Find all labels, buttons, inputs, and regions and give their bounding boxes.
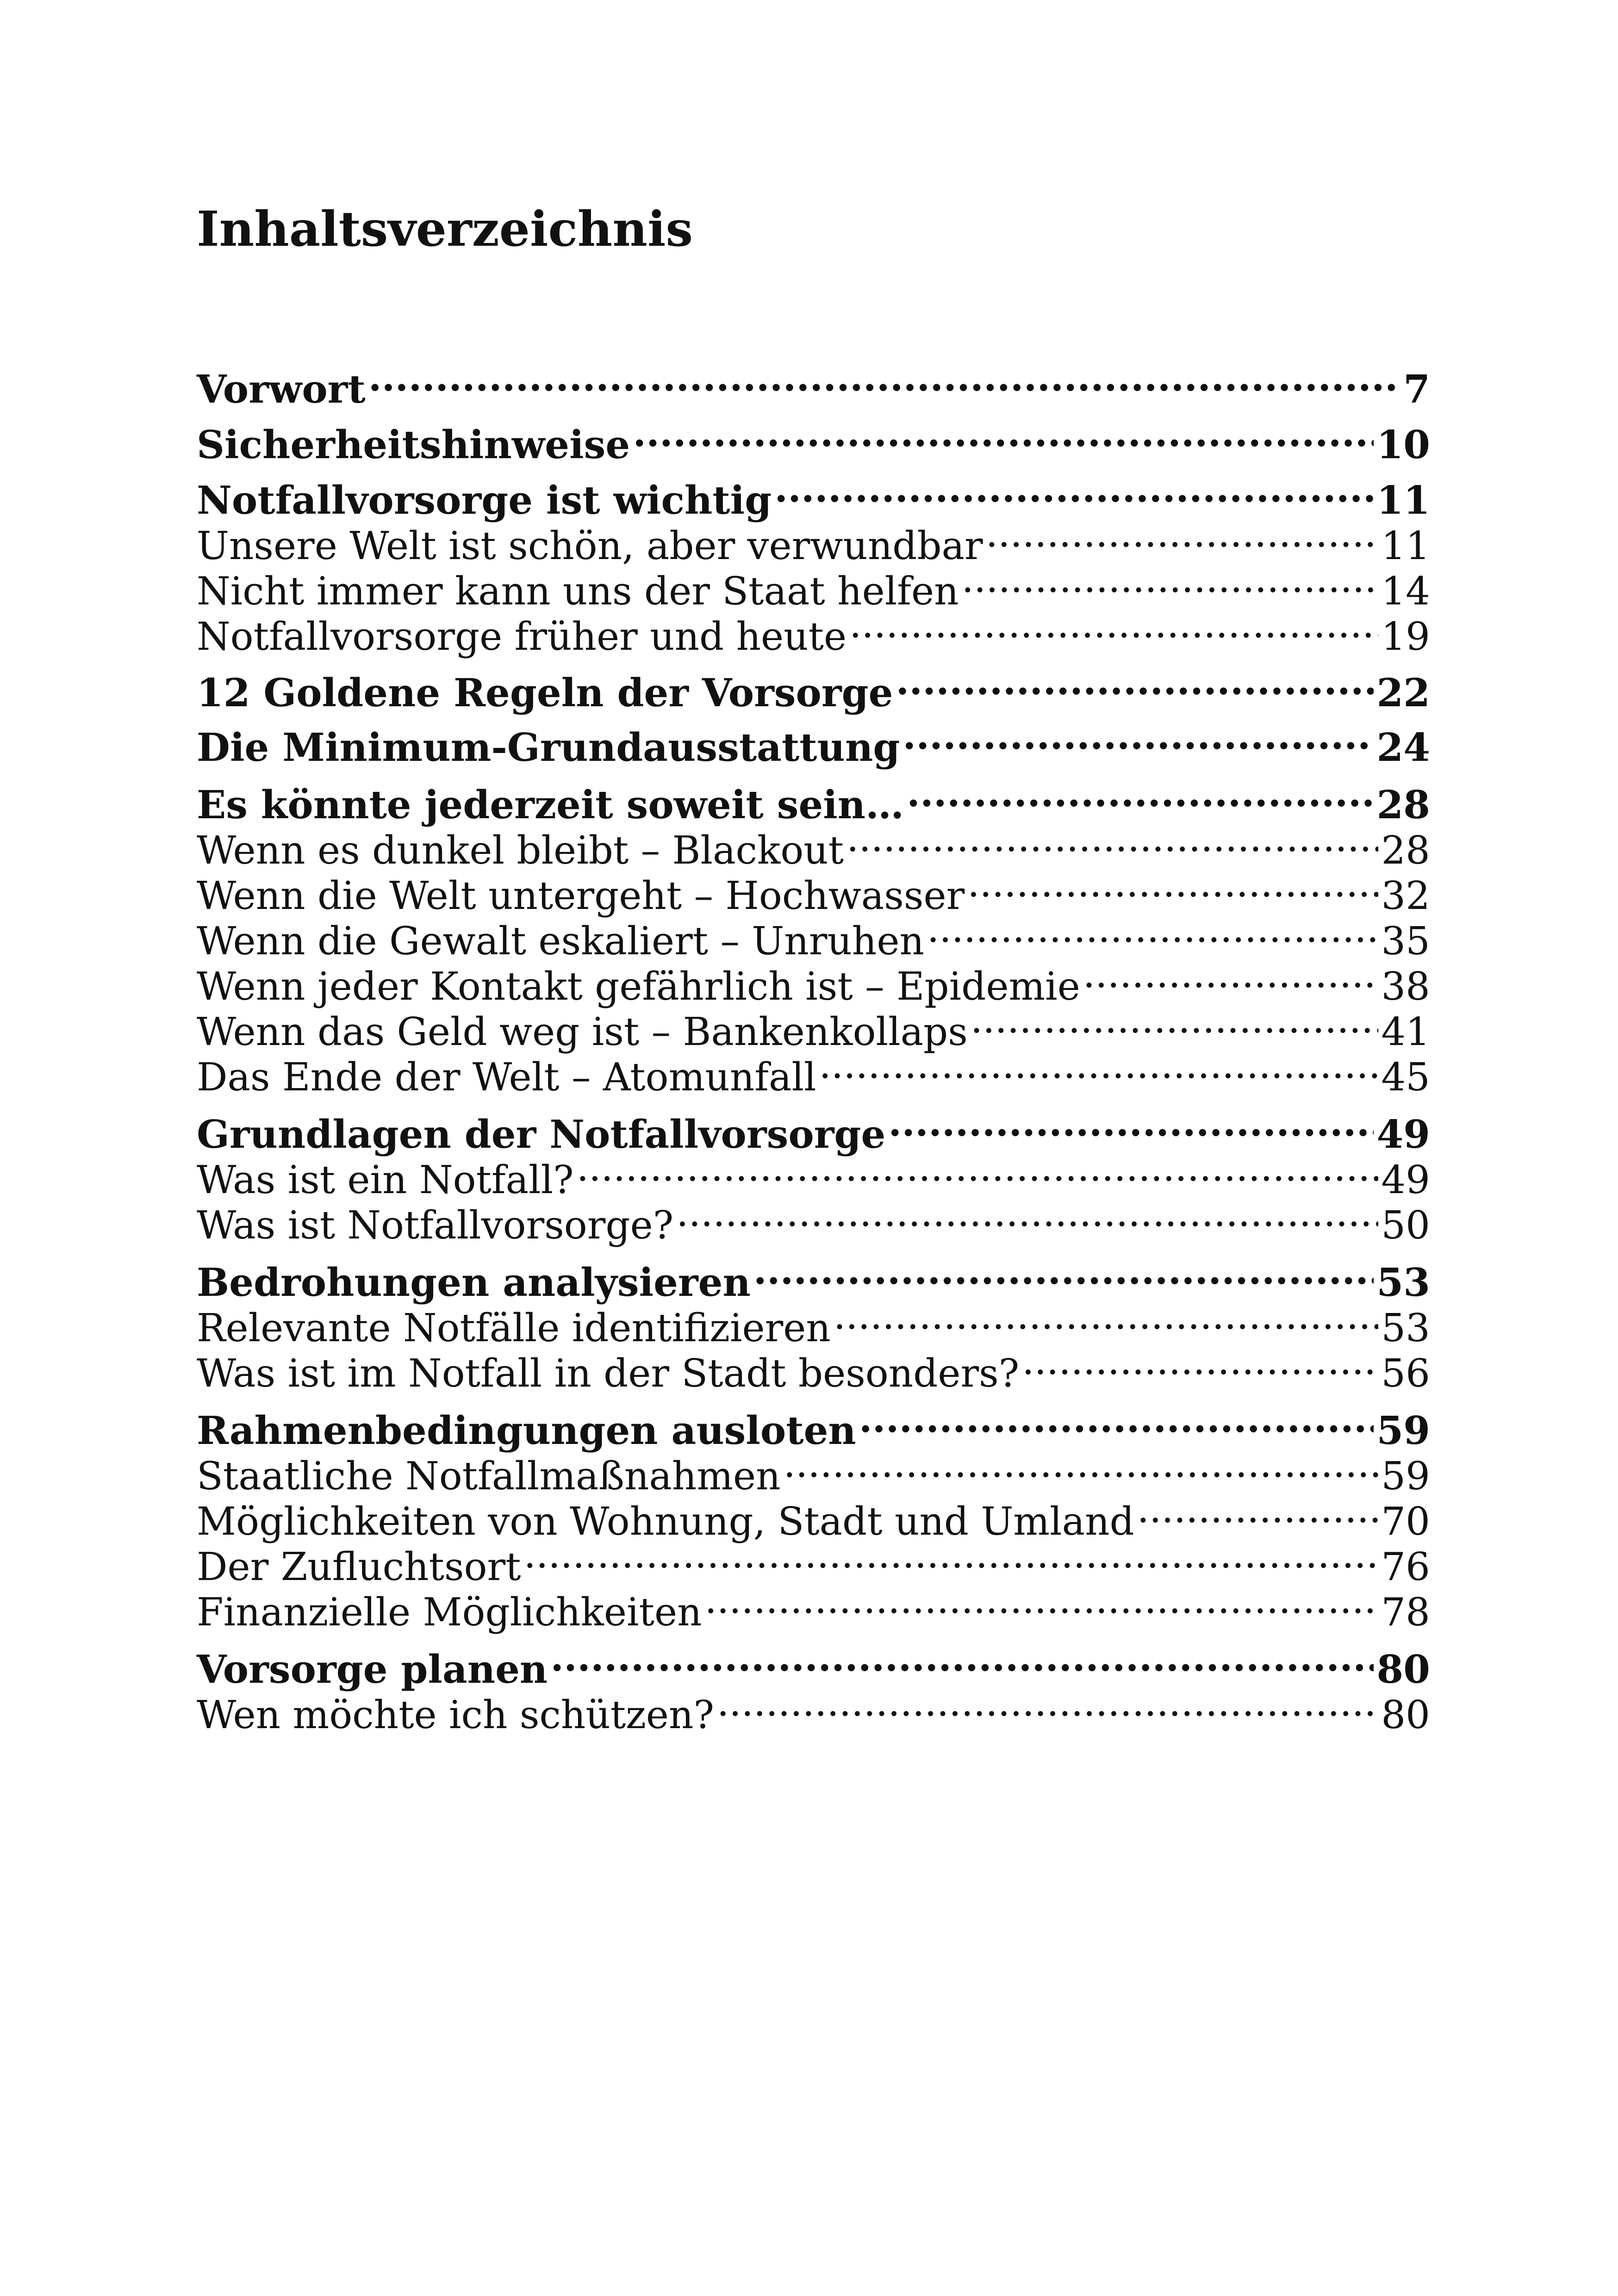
dot-leader [577, 1142, 1379, 1193]
toc-entry-title: Nicht immer kann uns der Staat helfen [197, 569, 959, 614]
toc-page-number: 53 [1376, 1260, 1430, 1305]
toc-section-entry[interactable] [197, 813, 1430, 873]
toc-entry-title: Was ist im Notfall in der Stadt besonders? [197, 1351, 1020, 1396]
toc-section-entry[interactable] [197, 1529, 1430, 1589]
toc-page-number: 7 [1403, 367, 1430, 412]
toc-entry-title: Das Ende der Welt – Atomunfall [197, 1055, 816, 1100]
toc-entry-title: Möglichkeiten von Wohnung, Stadt und Umland [197, 1499, 1134, 1544]
toc-chapter-entry[interactable] [197, 1097, 1430, 1157]
toc-chapter-entry[interactable] [197, 352, 1430, 412]
dot-leader [1137, 1484, 1379, 1535]
toc-page-number: 14 [1381, 569, 1430, 614]
toc-page-number: 45 [1381, 1055, 1430, 1100]
toc-section-entry[interactable] [197, 1142, 1430, 1202]
dot-leader [986, 508, 1379, 559]
toc-chapter-entry[interactable] [197, 407, 1430, 467]
toc-entry-title: Es könnte jederzeit soweit sein… [197, 782, 904, 828]
dot-leader [834, 1290, 1379, 1341]
dot-leader [896, 655, 1374, 706]
toc-entry-title: Grundlagen der Notfallvorsorge [197, 1112, 886, 1157]
dot-leader [633, 407, 1374, 458]
toc-section-entry[interactable] [197, 1039, 1430, 1100]
dot-leader [907, 767, 1374, 818]
toc-page-number: 35 [1381, 919, 1430, 964]
toc-page-number: 78 [1381, 1590, 1430, 1635]
toc-page-number: 19 [1381, 614, 1430, 659]
toc-page-number: 56 [1381, 1351, 1430, 1396]
dot-leader [927, 903, 1378, 954]
toc-entry-title: Was ist ein Notfall? [197, 1157, 574, 1202]
toc-page-number: 59 [1381, 1454, 1430, 1499]
toc-section-entry[interactable] [197, 994, 1430, 1054]
toc-page-number: 11 [1381, 523, 1430, 568]
toc-page-number: 70 [1381, 1499, 1430, 1544]
dot-leader [1083, 949, 1379, 1000]
dot-leader [1022, 1336, 1378, 1387]
dot-leader [902, 710, 1374, 761]
dot-leader [705, 1574, 1379, 1625]
toc-page-number: 41 [1381, 1009, 1430, 1054]
toc-section-entry[interactable] [197, 858, 1430, 918]
dot-leader [888, 1097, 1374, 1148]
dot-leader [859, 1393, 1374, 1444]
toc-entry-title: Sicherheitshinweise [197, 422, 630, 467]
toc-section-entry[interactable] [197, 1677, 1430, 1737]
toc-entry-title: Wenn das Geld weg ist – Bankenkollaps [197, 1009, 968, 1054]
toc-section-entry[interactable] [197, 1574, 1430, 1635]
dot-leader [524, 1529, 1379, 1580]
toc-section-entry[interactable] [197, 1188, 1430, 1248]
toc-section-entry[interactable] [197, 599, 1430, 659]
toc-entry-title: Der Zufluchtsort [197, 1544, 521, 1589]
toc-page-number: 28 [1381, 828, 1430, 873]
dot-leader [774, 463, 1374, 514]
toc-chapter-entry[interactable] [197, 767, 1430, 828]
toc-entry-title: Vorwort [197, 367, 366, 412]
toc-entry-title: Wen möchte ich schützen? [197, 1692, 714, 1737]
toc-page-number: 80 [1381, 1692, 1430, 1737]
dot-leader [971, 994, 1379, 1045]
dot-leader [368, 352, 1400, 403]
toc-page-number: 53 [1381, 1306, 1430, 1350]
toc-page-number: 28 [1376, 782, 1430, 828]
dot-leader [819, 1039, 1379, 1090]
toc-entry-title: Rahmenbedingungen ausloten [197, 1408, 856, 1453]
dot-leader [967, 858, 1378, 909]
toc-page-number: 22 [1376, 670, 1430, 716]
toc-page-number: 11 [1376, 478, 1430, 523]
dot-leader [753, 1245, 1374, 1296]
dot-leader [676, 1188, 1378, 1238]
page-title: Inhaltsverzeichnis [197, 200, 693, 257]
toc-chapter-entry[interactable] [197, 463, 1430, 523]
toc-section-entry[interactable] [197, 508, 1430, 568]
toc-chapter-entry[interactable] [197, 1393, 1430, 1453]
toc-section-entry[interactable] [197, 1438, 1430, 1499]
dot-leader [962, 554, 1379, 604]
toc-entry-title: Staatliche Notfallmaßnahmen [197, 1454, 781, 1499]
toc-page-number: 38 [1381, 964, 1430, 1009]
toc-page-number: 49 [1376, 1112, 1430, 1157]
toc-entry-title: Vorsorge planen [197, 1647, 548, 1692]
toc-chapter-entry[interactable] [197, 1245, 1430, 1305]
dot-leader [717, 1677, 1378, 1728]
toc-entry-title: Notfallvorsorge früher und heute [197, 614, 847, 659]
toc-entry-title: 12 Goldene Regeln der Vorsorge [197, 670, 893, 716]
dot-leader [550, 1632, 1374, 1683]
toc-entry-title: Wenn die Gewalt eskaliert – Unruhen [197, 919, 924, 964]
toc-chapter-entry[interactable] [197, 655, 1430, 716]
dot-leader [846, 813, 1378, 864]
toc-entry-title: Notfallvorsorge ist wichtig [197, 478, 772, 523]
toc-section-entry[interactable] [197, 903, 1430, 964]
toc-section-entry[interactable] [197, 949, 1430, 1009]
toc-chapter-entry[interactable] [197, 710, 1430, 770]
toc-section-entry[interactable] [197, 554, 1430, 614]
toc-entry-title: Finanzielle Möglichkeiten [197, 1590, 702, 1635]
toc-section-entry[interactable] [197, 1290, 1430, 1350]
toc-section-entry[interactable] [197, 1336, 1430, 1396]
toc-entry-title: Die Minimum-Grundausstattung [197, 725, 900, 770]
toc-page-number: 80 [1376, 1647, 1430, 1692]
toc-entry-title: Bedrohungen analysieren [197, 1260, 751, 1305]
toc-entry-title: Unsere Welt ist schön, aber verwundbar [197, 523, 983, 568]
toc-page-number: 49 [1381, 1157, 1430, 1202]
toc-page-number: 32 [1381, 873, 1430, 918]
toc-page-number: 10 [1376, 422, 1430, 467]
toc-entry-title: Was ist Notfallvorsorge? [197, 1203, 674, 1248]
toc-page-number: 59 [1376, 1408, 1430, 1453]
dot-leader [784, 1438, 1379, 1489]
dot-leader [849, 599, 1378, 650]
toc-page-number: 50 [1381, 1203, 1430, 1248]
toc-page-number: 24 [1376, 725, 1430, 770]
toc-entry-title: Wenn es dunkel bleibt – Blackout [197, 828, 844, 873]
toc-chapter-entry[interactable] [197, 1632, 1430, 1692]
toc-page-number: 76 [1381, 1544, 1430, 1589]
toc-entry-title: Wenn die Welt untergeht – Hochwasser [197, 873, 965, 918]
toc-entry-title: Wenn jeder Kontakt gefährlich ist – Epidemie [197, 964, 1080, 1009]
toc-entry-title: Relevante Notfälle identifizieren [197, 1306, 831, 1350]
toc-section-entry[interactable] [197, 1484, 1430, 1544]
